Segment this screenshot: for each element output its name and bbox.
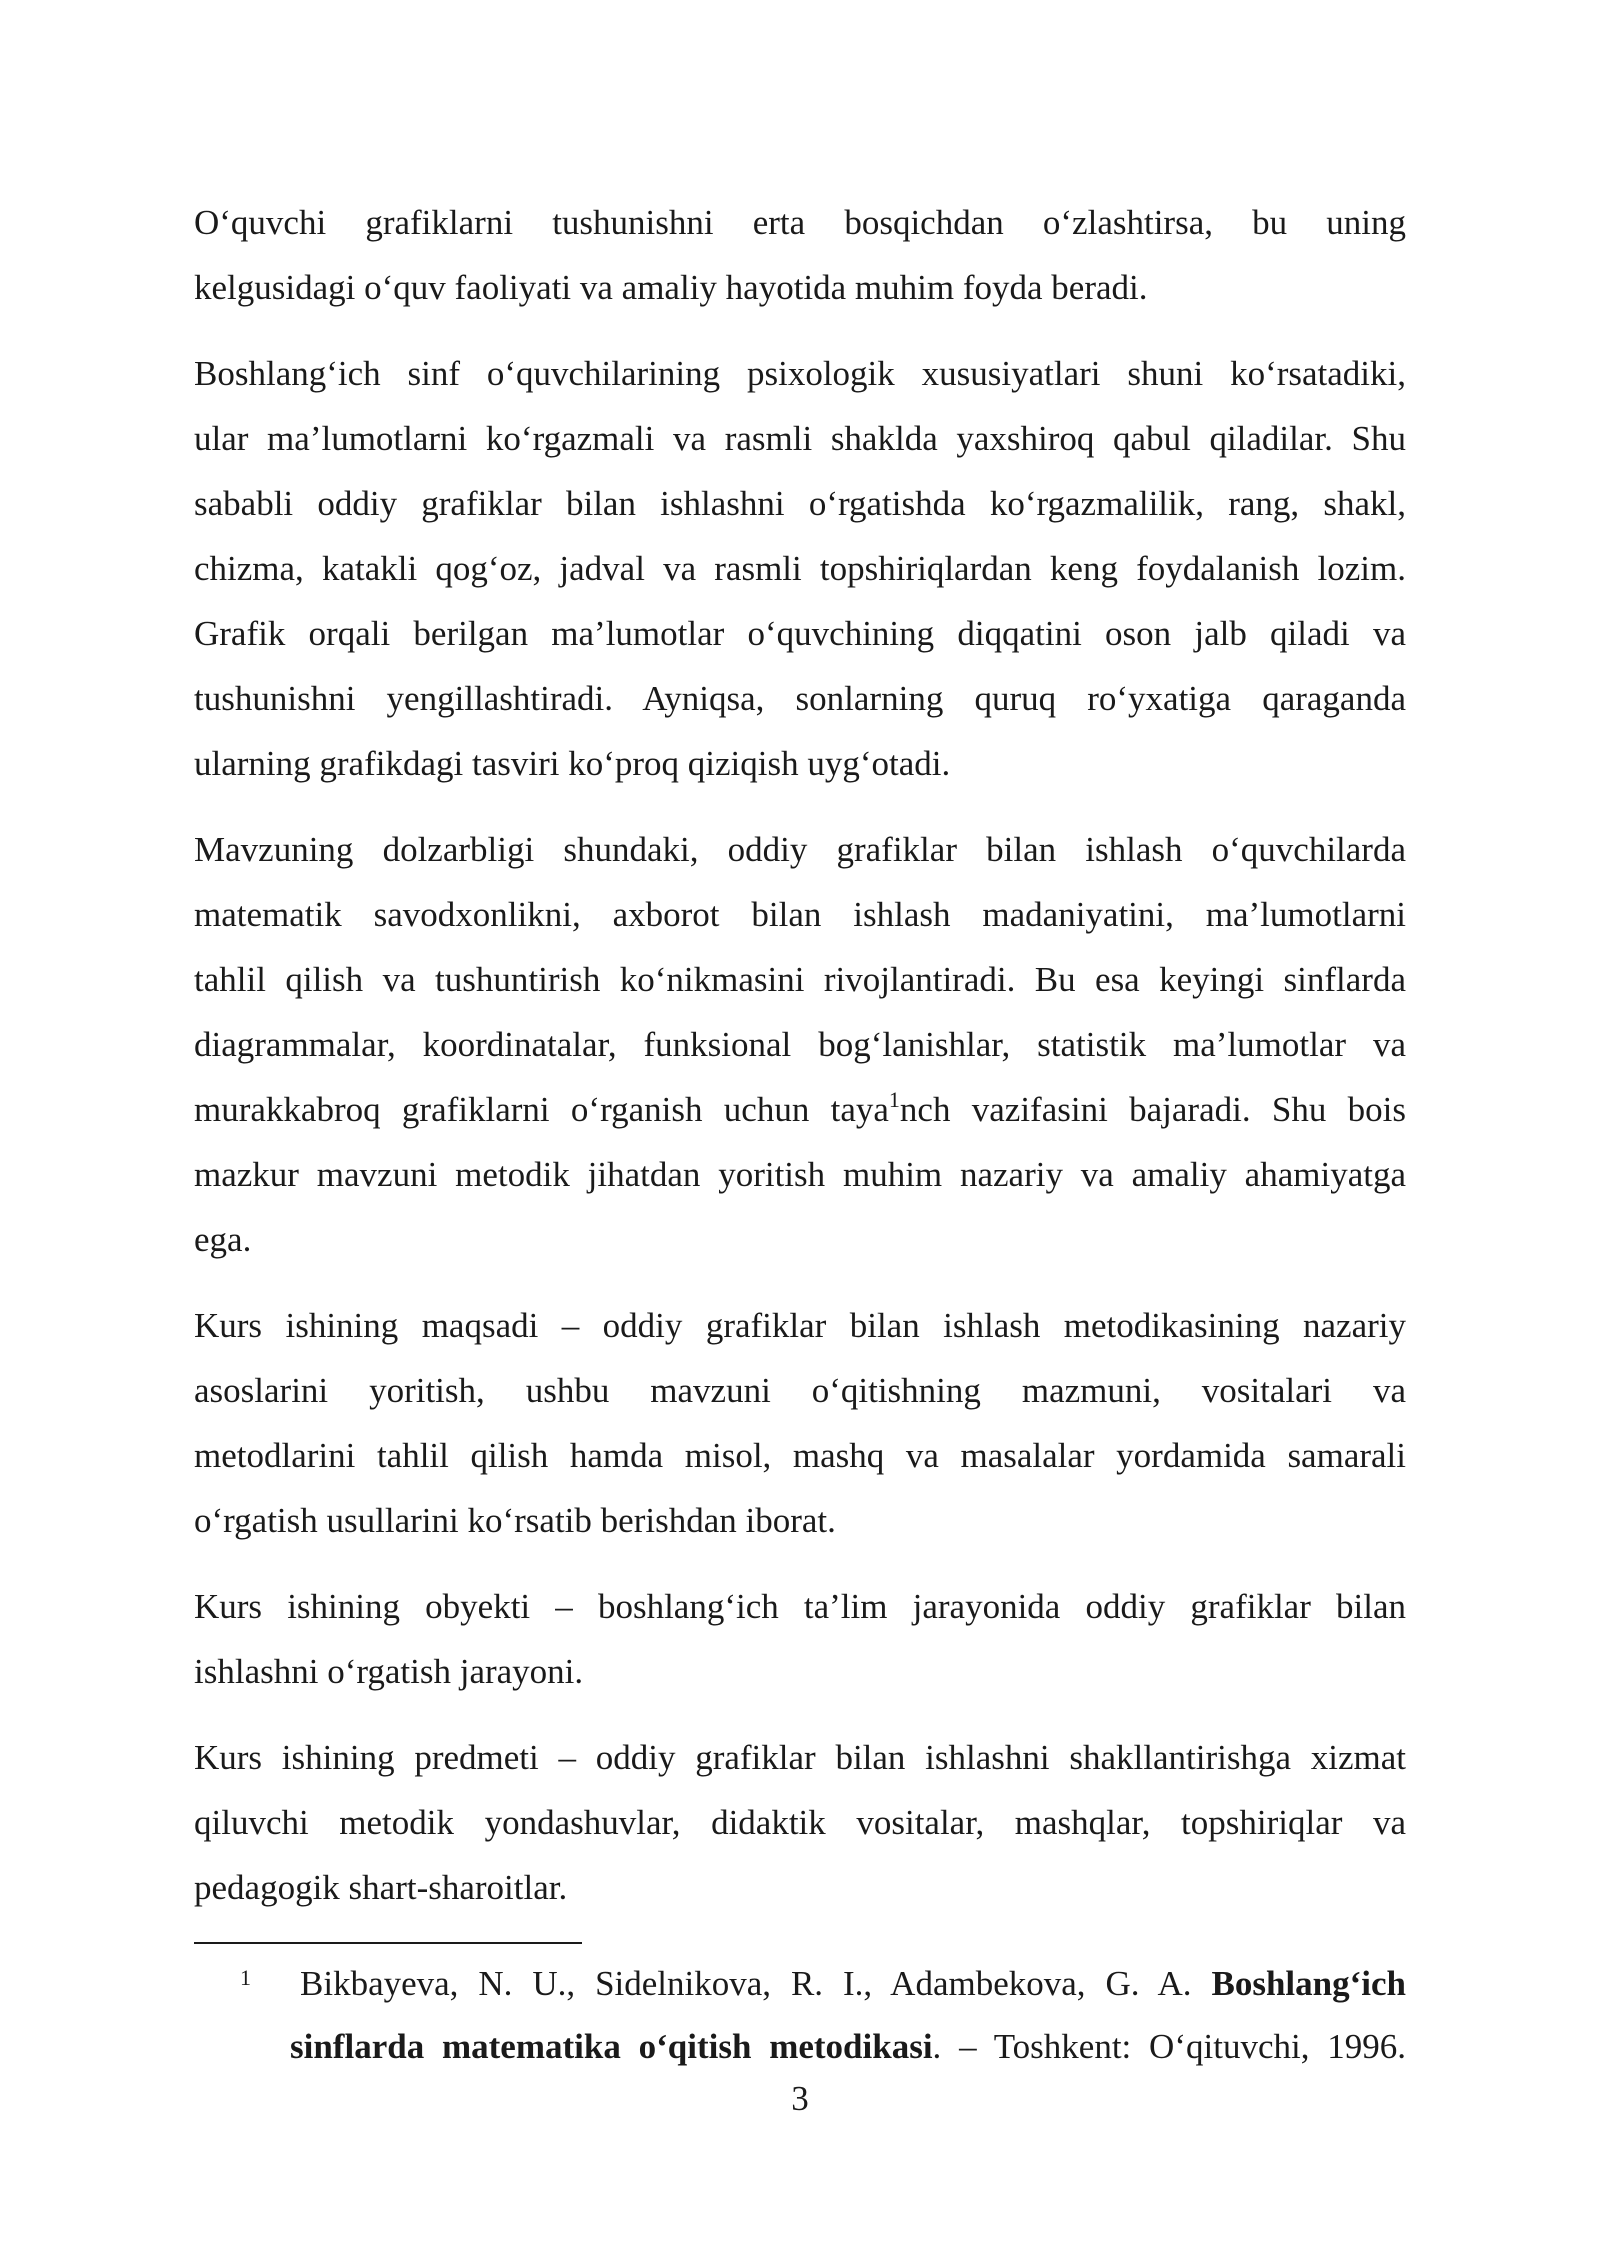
text-line: asoslarini yoritish, ushbu mavzuni o‘qitishning mazmuni, vositalari va <box>194 1371 1406 1410</box>
footnote-authors: Bikbayeva, N. U., Sidelnikova, R. I., Adambekova, G. A. <box>300 1964 1192 2003</box>
footnote-title-start: Boshlang‘ich <box>1211 1964 1406 2003</box>
text-line: Kurs ishining obyekti – boshlang‘ich ta’lim jarayonida oddiy grafiklar bilan <box>194 1587 1406 1626</box>
footnote-reference[interactable]: 1 <box>888 1087 900 1112</box>
paragraph-subject <box>194 1725 1406 1920</box>
text-line: O‘quvchi grafiklarni tushunishni erta bosqichdan o‘zlashtirsa, bu uning <box>194 203 1406 242</box>
paragraph-psychology <box>194 341 1406 796</box>
paragraph-intro <box>194 190 1406 320</box>
text-line: chizma, katakli qog‘oz, jadval va rasmli topshiriqlardan keng foydalanish lozim. <box>194 549 1406 588</box>
text-line: ular ma’lumotlarni ko‘rgazmali va rasmli shaklda yaxshiroq qabul qiladilar. Shu <box>194 419 1406 458</box>
text-line: Kurs ishining maqsadi – oddiy grafiklar bilan ishlash metodikasining nazariy <box>194 1306 1406 1345</box>
paragraph-object <box>194 1574 1406 1704</box>
text-line-with-footnote <box>194 1077 1406 1142</box>
document-body <box>194 190 1406 1941</box>
footnote-title-end: sinflarda matematika o‘qitish metodikasi <box>290 2027 933 2066</box>
text-line: mazkur mavzuni metodik jihatdan yoritish muhim nazariy va amaliy ahamiyatga <box>194 1155 1406 1194</box>
text-fragment: nch vazifasini bajaradi. Shu bois <box>899 1090 1406 1129</box>
text-line: o‘rgatish usullarini ko‘rsatib berishdan iborat. <box>194 1501 836 1540</box>
text-line: tahlil qilish va tushuntirish ko‘nikmasini rivojlantiradi. Bu esa keyingi sinflarda <box>194 960 1406 999</box>
footnote-publisher: . – Toshkent: O‘qituvchi, 1996. <box>932 2027 1406 2066</box>
paragraph-relevance <box>194 817 1406 1272</box>
footnote-line <box>194 1952 1406 2015</box>
text-line: ega. <box>194 1220 252 1259</box>
text-line: diagrammalar, koordinatalar, funksional bog‘lanishlar, statistik ma’lumotlar va <box>194 1025 1406 1064</box>
footnote-mark: 1 <box>240 1965 251 1990</box>
footnote-separator <box>194 1942 582 1944</box>
text-line: Kurs ishining predmeti – oddiy grafiklar bilan ishlashni shakllantirishga xizmat <box>194 1738 1406 1777</box>
text-line: metodlarini tahlil qilish hamda misol, mashq va masalalar yordamida samarali <box>194 1436 1406 1475</box>
page-number: 3 <box>791 2079 809 2118</box>
text-fragment: murakkabroq grafiklarni o‘rganish uchun taya <box>194 1090 889 1129</box>
footnote <box>194 1952 1406 2078</box>
text-line: ishlashni o‘rgatish jarayoni. <box>194 1652 584 1691</box>
text-line: qiluvchi metodik yondashuvlar, didaktik vositalar, mashqlar, topshiriqlar va <box>194 1803 1406 1842</box>
text-line: ularning grafikdagi tasviri ko‘proq qiziqish uyg‘otadi. <box>194 744 951 783</box>
text-line: Boshlang‘ich sinf o‘quvchilarining psixologik xususiyatlari shuni ko‘rsatadiki, <box>194 354 1406 393</box>
text-line: pedagogik shart-sharoitlar. <box>194 1868 568 1907</box>
text-line: kelgusidagi o‘quv faoliyati va amaliy hayotida muhim foyda beradi. <box>194 268 1148 307</box>
text-line: Mavzuning dolzarbligi shundaki, oddiy grafiklar bilan ishlash o‘quvchilarda <box>194 830 1406 869</box>
text-line: sababli oddiy grafiklar bilan ishlashni o‘rgatishda ko‘rgazmalilik, rang, shakl, <box>194 484 1406 523</box>
text-line: tushunishni yengillashtiradi. Ayniqsa, sonlarning quruq ro‘yxatiga qaraganda <box>194 679 1406 718</box>
footnote-line <box>194 2015 1406 2078</box>
paragraph-goal <box>194 1293 1406 1553</box>
text-line: Grafik orqali berilgan ma’lumotlar o‘quvchining diqqatini oson jalb qiladi va <box>194 614 1406 653</box>
text-line: matematik savodxonlikni, axborot bilan ishlash madaniyatini, ma’lumotlarni <box>194 895 1406 934</box>
